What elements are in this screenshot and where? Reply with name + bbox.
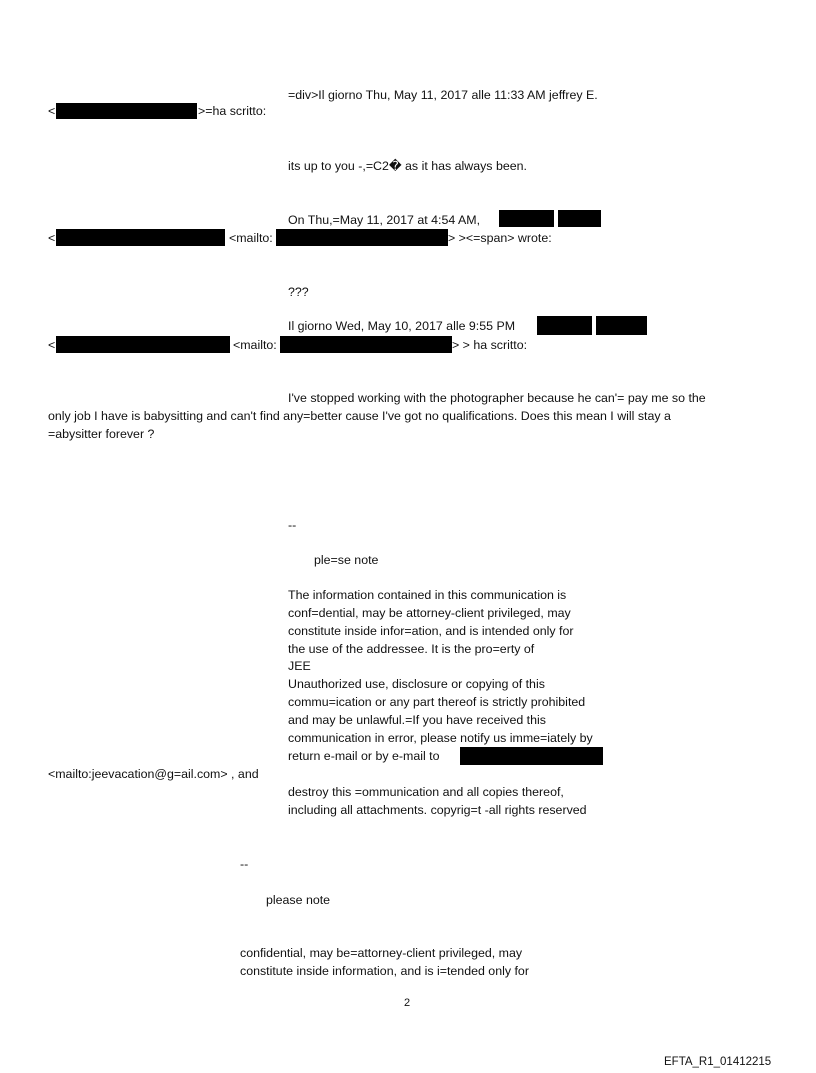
message-text: =abysitter forever ? [48,427,155,441]
message-text: I've stopped working with the photographer because he can'= pay me so the [288,391,706,405]
redaction-block [56,103,197,119]
redaction-block [56,229,225,246]
wrote-label: > ><=span> wrote: [448,231,552,245]
disclaimer-text: Unauthorized use, disclosure or copying of this [288,677,545,691]
recipient-open-bracket: < [48,231,56,245]
disclaimer-text: constitute inside infor=ation, and is intended only for [288,624,574,638]
disclaimer-text: The information contained in this communication is [288,588,567,602]
disclaimer-text: JEE [288,659,311,673]
disclaimer-heading: ple=se note [314,553,379,567]
redaction-block [280,336,452,353]
signature-separator: -- [240,857,249,871]
reply-text: its up to you -,=C2� as it has always been. [288,159,527,173]
mailto-label: <mailto: [229,231,273,245]
disclaimer-text: return e-mail or by e-mail to [288,749,440,763]
disclaimer-text: constitute inside information, and is i=tended only for [240,964,529,978]
wrote-label: > > ha scritto: [452,338,528,352]
disclaimer-text: and may be unlawful.=If you have received this [288,713,546,727]
message-text: only job I have is babysitting and can't find any=better cause I've got no qualifications. Does this mean I will stay a [48,409,671,423]
disclaimer-text: the use of the addressee. It is the pro=erty of [288,642,535,656]
redaction-block [276,229,448,246]
disclaimer-mailto: <mailto:jeevacation@g=ail.com> , and [48,767,259,781]
redaction-block [460,747,603,765]
document-id: EFTA_R1_01412215 [664,1056,772,1068]
recipient-open-bracket: < [48,338,56,352]
message-text: ??? [288,285,309,299]
recipient-open-bracket: < [48,104,56,118]
redaction-block [537,316,592,335]
disclaimer-text: conf=dential, may be attorney-client privileged, may [288,606,571,620]
page-number: 2 [404,997,411,1009]
disclaimer-text: commu=ication or any part thereof is strictly prohibited [288,695,586,709]
mailto-label: <mailto: [233,338,277,352]
email-header-line: On Thu,=May 11, 2017 at 4:54 AM, [288,213,481,227]
disclaimer-text: confidential, may be=attorney-client privileged, may [240,946,523,960]
disclaimer-text: including all attachments. copyrig=t -all rights reserved [288,803,587,817]
redaction-block [56,336,230,353]
redaction-block [596,316,647,335]
disclaimer-text: destroy this =ommunication and all copies thereof, [288,785,564,799]
redaction-block [499,210,554,227]
signature-separator: -- [288,518,297,532]
disclaimer-heading: please note [266,893,331,907]
redaction-block [558,210,601,227]
email-header-line: Il giorno Wed, May 10, 2017 alle 9:55 PM [288,319,516,333]
disclaimer-text: communication in error, please notify us imme=iately by [288,731,593,745]
email-header-line: =div>Il giorno Thu, May 11, 2017 alle 11:33 AM jeffrey E. [288,88,598,102]
wrote-label: >=ha scritto: [198,104,267,118]
